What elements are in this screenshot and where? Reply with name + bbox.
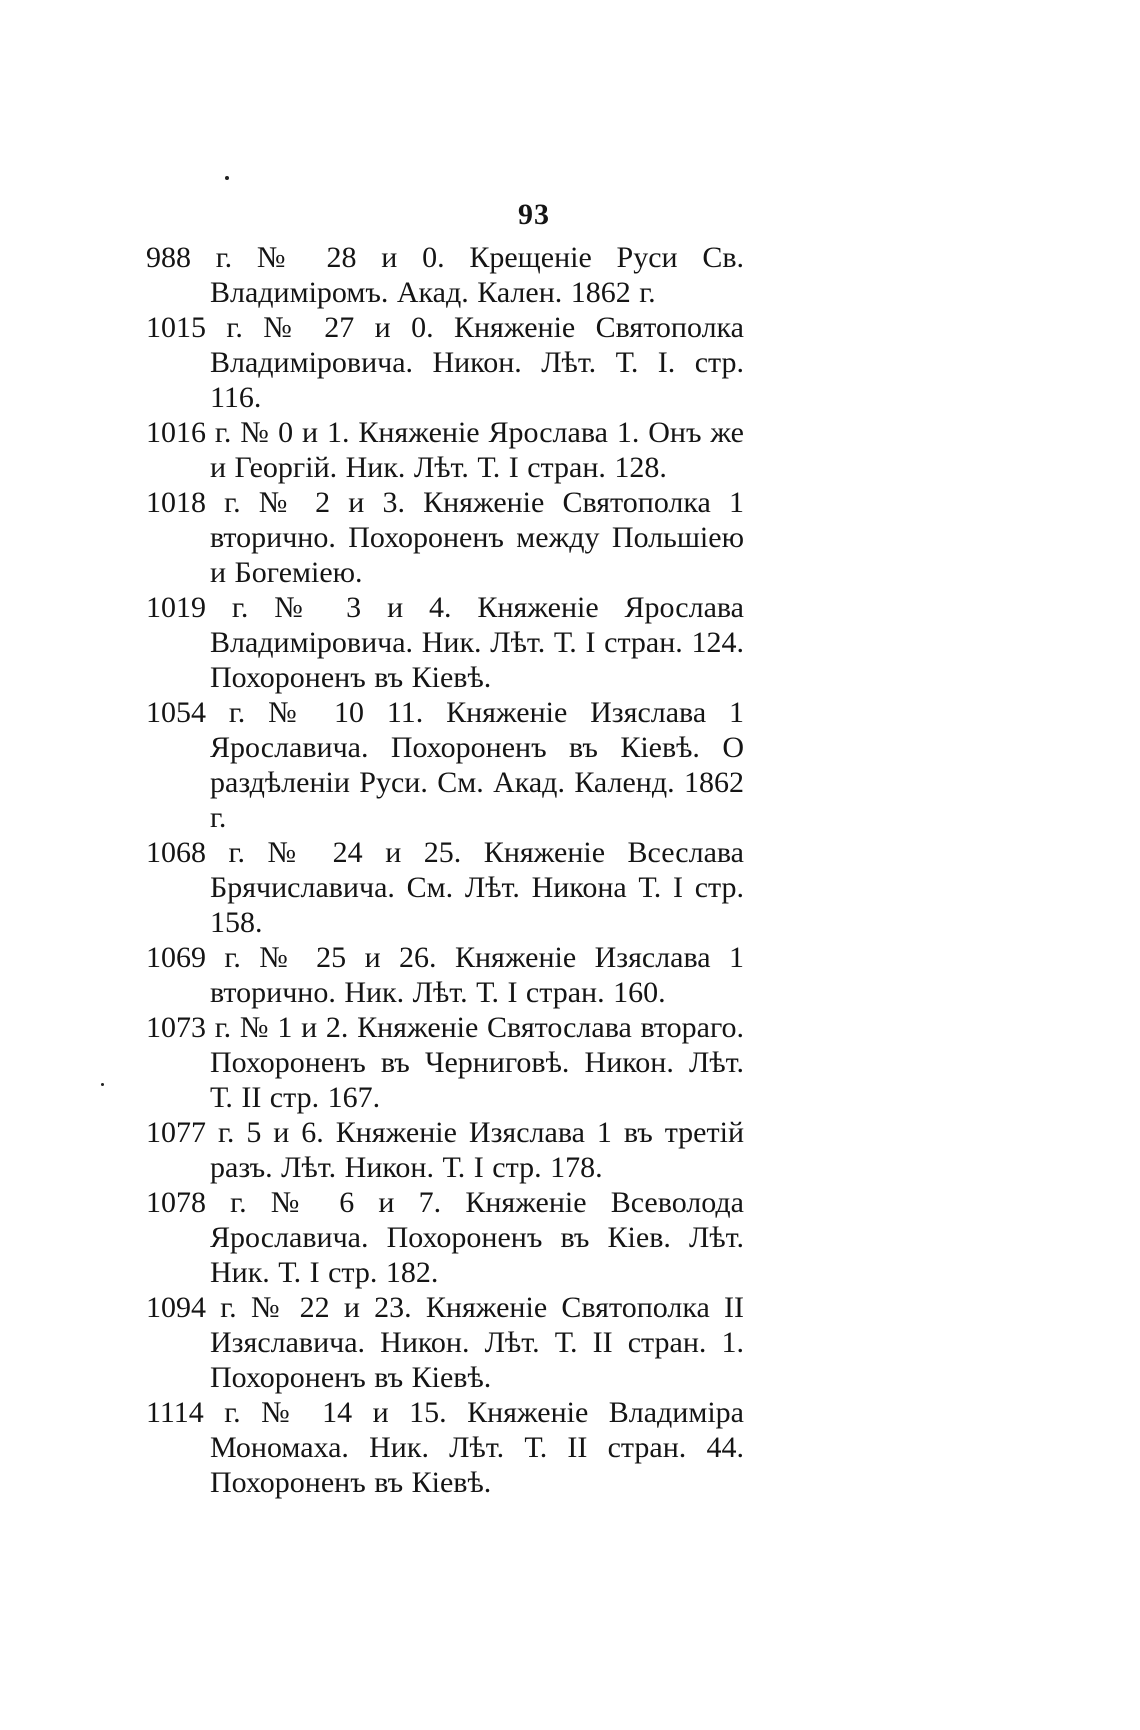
entry-1018: 1018 г. № 2 и 3. Княженіе Святополка 1 вторично. Похороненъ между Польшіею и Богеміею. — [146, 486, 744, 589]
entry-988: 988 г. № 28 и 0. Крещеніе Руси Св. Владиміромъ. Акад. Кален. 1862 г. — [146, 241, 744, 309]
entry-1077: 1077 г. 5 и 6. Княженіе Изяслава 1 въ третій разъ. Лѣт. Никон. Т. I стр. 178. — [146, 1116, 744, 1184]
chronology-list — [146, 240, 744, 1500]
ink-speck — [101, 1083, 104, 1086]
page-number: 93 — [518, 198, 550, 231]
entry-1094: 1094 г. № 22 и 23. Княженіе Святополка II Изяславича. Никон. Лѣт. Т. II стран. 1. Похороненъ въ Кіевѣ. — [146, 1291, 744, 1394]
entry-1019: 1019 г. № 3 и 4. Княженіе Ярослава Владиміровича. Ник. Лѣт. Т. I стран. 124. Похороненъ въ Кіевѣ. — [146, 591, 744, 694]
entry-1069: 1069 г. № 25 и 26. Княженіе Изяслава 1 вторично. Ник. Лѣт. Т. I стран. 160. — [146, 941, 744, 1009]
entry-1073: 1073 г. № 1 и 2. Княженіе Святослава втораго. Похороненъ въ Черниговѣ. Никон. Лѣт. Т. II стр. 167. — [146, 1011, 744, 1114]
entry-1078: 1078 г. № 6 и 7. Княженіе Всеволода Ярославича. Похороненъ въ Кіев. Лѣт. Ник. Т. I стр. 182. — [146, 1186, 744, 1289]
entry-1068: 1068 г. № 24 и 25. Княженіе Всеслава Брячиславича. См. Лѣт. Никона Т. I стр. 158. — [146, 836, 744, 939]
entry-1015: 1015 г. № 27 и 0. Княженіе Святополка Владиміровича. Никон. Лѣт. Т. I. стр. 116. — [146, 311, 744, 414]
entry-1016: 1016 г. № 0 и 1. Княженіе Ярослава 1. Онъ же и Георгій. Ник. Лѣт. Т. I стран. 128. — [146, 416, 744, 484]
entry-1114: 1114 г. № 14 и 15. Княженіе Владиміра Мономаха. Ник. Лѣт. Т. II стран. 44. Похороненъ въ Кіевѣ. — [146, 1396, 744, 1499]
entry-1054: 1054 г. № 10 11. Княженіе Изяслава 1 Ярославича. Похороненъ въ Кіевѣ. О раздѣленіи Руси. См. Акад. Календ. 1862 г. — [146, 696, 744, 834]
ink-speck — [225, 176, 229, 180]
